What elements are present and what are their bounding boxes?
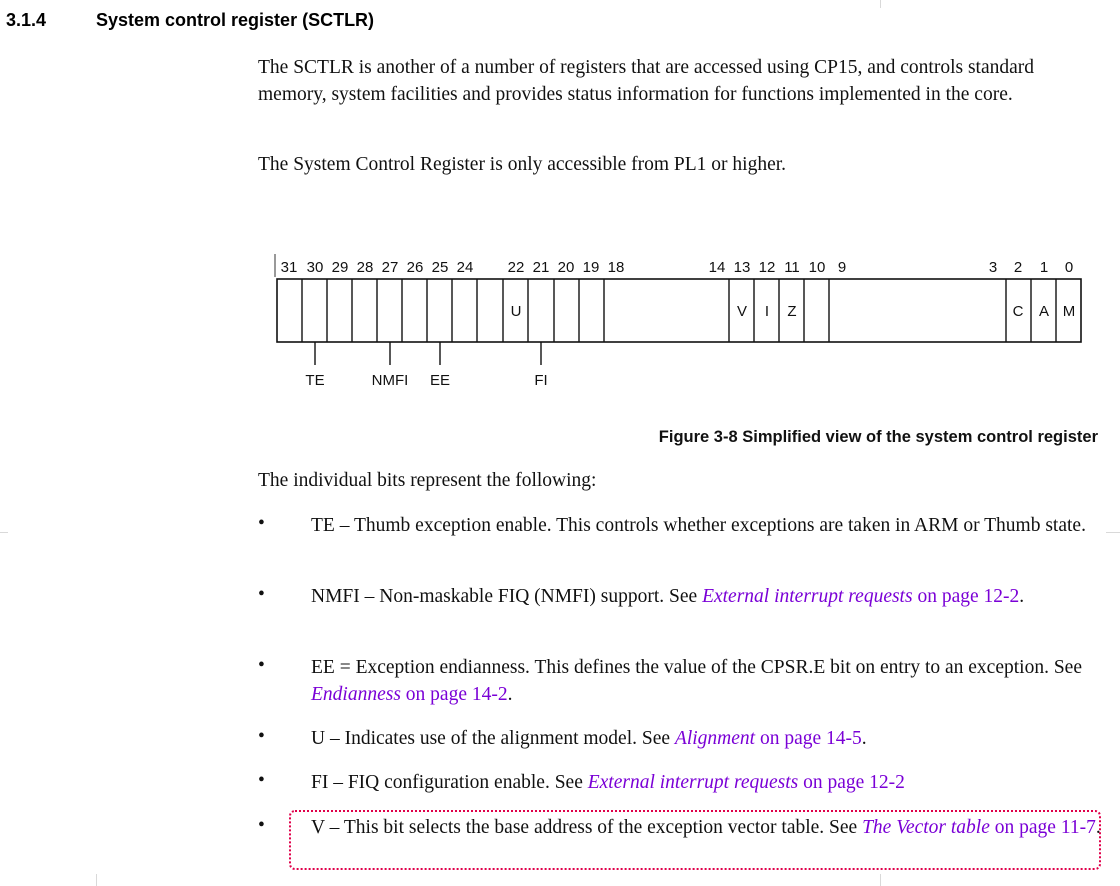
bit-number-2: 2: [1013, 259, 1023, 276]
section-number: 3.1.4: [6, 10, 47, 30]
bullet-text: EE = Exception endianness. This defines the value of the CPSR.E bit on entry to an exception. See: [311, 657, 1082, 678]
bit-number-21: 21: [532, 259, 550, 276]
bit-number-0: 0: [1064, 259, 1074, 276]
field-label-m: M: [1062, 303, 1076, 320]
link-title: External interrupt requests: [702, 586, 913, 607]
bullet-text-end: .: [1095, 817, 1101, 838]
edge-mark: [1106, 532, 1120, 533]
cross-reference-link[interactable]: [862, 817, 1096, 838]
bullet-item-ee: [311, 655, 1106, 708]
bullet-item-fi: [311, 770, 1106, 797]
edge-mark: [880, 0, 881, 8]
bullet-text: U – Indicates use of the alignment model. See: [311, 728, 675, 749]
bit-number-30: 30: [306, 259, 324, 276]
bullet-text: FI – FIQ configuration enable. See: [311, 772, 588, 793]
field-label-ee: EE: [429, 372, 451, 389]
register-box: [277, 279, 1081, 342]
field-label-i: I: [764, 303, 770, 320]
bit-number-29: 29: [331, 259, 349, 276]
bit-number-19: 19: [582, 259, 600, 276]
link-page: on page 12-2: [798, 772, 905, 793]
bits-intro: The individual bits represent the following:: [258, 470, 597, 491]
bullet-text: V – This bit selects the base address of the exception vector table. See: [311, 817, 863, 838]
link-title: Alignment: [674, 728, 756, 749]
bit-number-3: 3: [988, 259, 998, 276]
bullet-marker: •: [258, 584, 265, 605]
link-title: External interrupt requests: [587, 772, 799, 793]
bullet-marker: •: [258, 513, 265, 534]
bit-number-12: 12: [758, 259, 776, 276]
link-page: on page 11-7: [989, 817, 1096, 838]
bit-number-20: 20: [557, 259, 575, 276]
bullet-item-u: [311, 726, 1106, 753]
cross-reference-link[interactable]: [588, 772, 905, 793]
link-title: The Vector table: [862, 817, 990, 838]
link-title: Endianness: [311, 683, 401, 705]
bit-number-18: 18: [607, 259, 625, 276]
link-page: on page 14-2: [400, 683, 508, 705]
field-label-v: V: [736, 303, 748, 320]
figure-caption: Figure 3-8 Simplified view of the system control register: [658, 428, 1098, 446]
bit-number-9: 9: [837, 259, 847, 276]
bullet-marker: •: [258, 770, 265, 791]
bit-number-11: 11: [784, 259, 800, 276]
bullet-item-v: [311, 815, 1106, 842]
edge-mark: [880, 874, 881, 886]
bit-number-27: 27: [381, 259, 399, 276]
bit-number-24: 24: [456, 259, 474, 276]
bit-number-26: 26: [406, 259, 424, 276]
bit-number-22: 22: [507, 259, 525, 276]
bit-number-1: 1: [1039, 259, 1049, 276]
field-label-nmfi: NMFI: [371, 372, 409, 389]
edge-mark: [96, 874, 97, 886]
bullet-marker: •: [258, 815, 265, 836]
cross-reference-link[interactable]: [702, 586, 1019, 607]
bit-number-13: 13: [733, 259, 751, 276]
bullet-text-end: .: [1019, 586, 1025, 607]
intro-paragraph-2: The System Control Register is only accessible from PL1 or higher.: [258, 154, 787, 175]
bit-number-31: 31: [280, 259, 298, 276]
field-label-z: Z: [787, 303, 797, 320]
cross-reference-link[interactable]: [311, 684, 508, 705]
register-diagram: [270, 250, 1100, 395]
cross-reference-link[interactable]: [675, 728, 862, 749]
bullet-text: NMFI – Non-maskable FIQ (NMFI) support. See: [311, 586, 703, 607]
field-label-fi: FI: [534, 372, 548, 389]
intro-paragraph-1: The SCTLR is another of a number of registers that are accessed using CP15, and controls standard memory, system facilities and provides status information for functions implemented in the core.: [258, 57, 1035, 105]
bit-number-25: 25: [431, 259, 449, 276]
bullet-text-end: .: [507, 683, 513, 705]
field-label-te: TE: [305, 372, 325, 389]
section-title: System control register (SCTLR): [96, 10, 375, 30]
bit-number-14: 14: [708, 259, 726, 276]
link-page: on page 14-5: [755, 728, 862, 749]
bullet-marker: •: [258, 726, 265, 747]
bit-number-10: 10: [808, 259, 826, 276]
bullet-item-nmfi: [311, 584, 1106, 611]
field-label-u: U: [510, 303, 522, 320]
link-page: on page 12-2: [912, 586, 1020, 607]
field-label-c: C: [1012, 303, 1024, 320]
field-label-a: A: [1038, 303, 1050, 320]
bullet-text: TE – Thumb exception enable. This controls whether exceptions are taken in ARM or Thumb state.: [311, 515, 1086, 536]
bullet-text-end: .: [861, 728, 867, 749]
edge-mark: [0, 532, 8, 533]
bullet-marker: •: [258, 655, 265, 676]
bit-number-28: 28: [356, 259, 374, 276]
bullet-item-te: [311, 513, 1106, 540]
